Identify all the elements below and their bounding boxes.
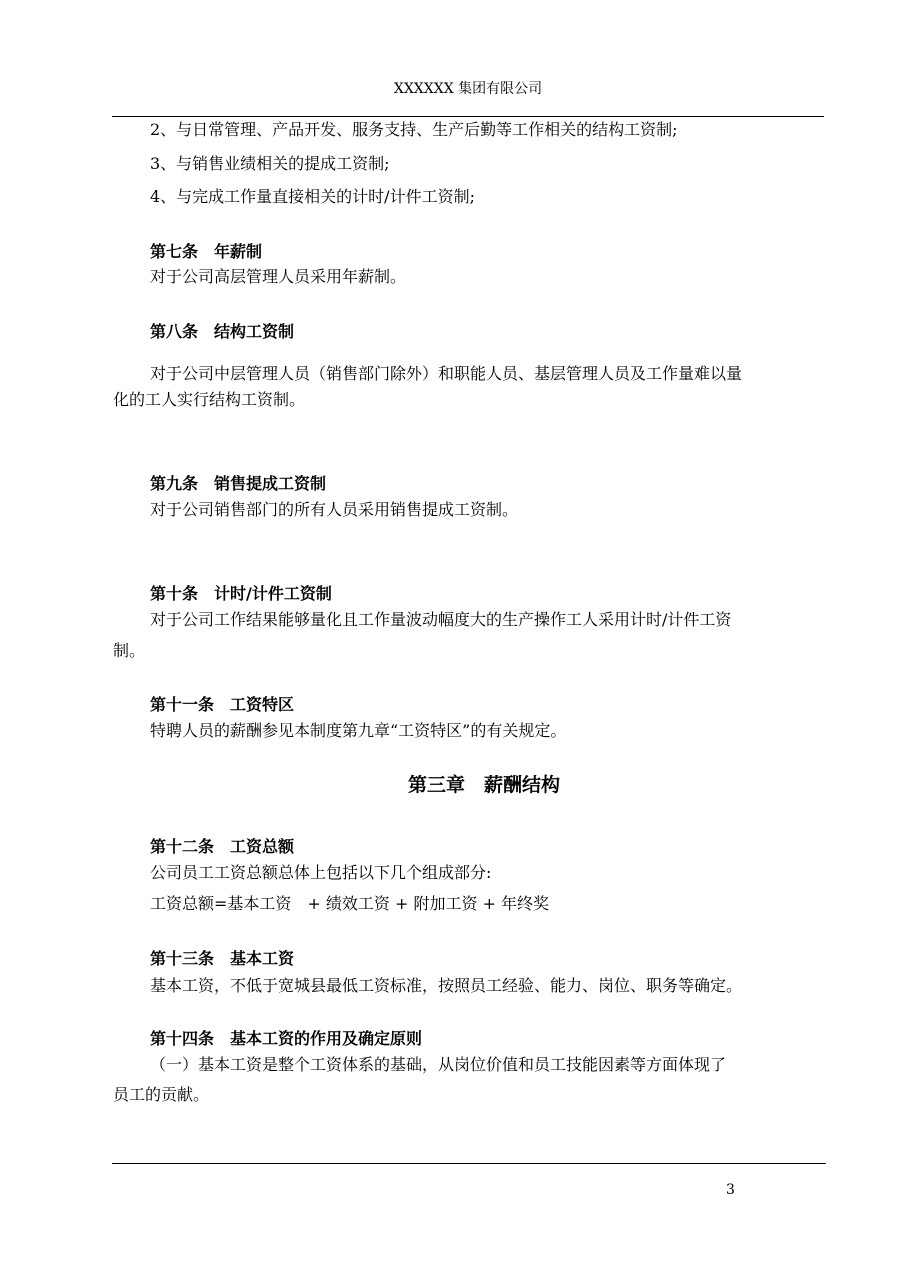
article-8-title: 结构工资制 <box>214 322 295 341</box>
article-13-body: 基本工资，不低于宽城县最低工资标准，按照员工经验、能力、岗位、职务等确定。 <box>150 976 743 995</box>
article-12-title: 工资总额 <box>230 837 295 856</box>
article-7-heading <box>150 241 262 263</box>
header-rule <box>112 116 824 117</box>
article-13-number: 第十三条 <box>150 949 215 968</box>
article-14-number: 第十四条 <box>150 1029 215 1048</box>
article-13-title: 基本工资 <box>230 949 295 968</box>
article-11-heading <box>150 694 294 716</box>
article-8-body-line-1: 对于公司中层管理人员（销售部门除外）和职能人员、基层管理人员及工作量难以量 <box>150 364 743 383</box>
chapter-3-title: 第三章 薪酬结构 <box>407 774 560 796</box>
article-9-heading <box>150 473 326 495</box>
article-11-title: 工资特区 <box>230 695 295 714</box>
article-12-heading <box>150 836 294 858</box>
article-12-number: 第十二条 <box>150 837 215 856</box>
page-header-company: XXXXXX 集团有限公司 <box>393 81 543 97</box>
article-11-body: 特聘人员的薪酬参见本制度第九章“工资特区”的有关规定。 <box>150 721 567 740</box>
article-12-formula: 工资总额=基本工资 + 绩效工资 + 附加工资 + 年终奖 <box>150 894 550 913</box>
article-10-number: 第十条 <box>150 584 199 603</box>
footer-rule <box>112 1163 826 1164</box>
article-10-title: 计时/计件工资制 <box>214 584 332 603</box>
article-14-title: 基本工资的作用及确定原则 <box>230 1029 423 1048</box>
article-14-body-line-1: （一）基本工资是整个工资体系的基础，从岗位价值和员工技能因素等方面体现了 <box>150 1055 727 1074</box>
article-7-title: 年薪制 <box>214 242 263 261</box>
list-item-4: 4、与完成工作量直接相关的计时/计件工资制; <box>150 187 475 206</box>
article-14-body-line-2: 员工的贡献。 <box>113 1085 210 1104</box>
article-13-heading <box>150 948 294 970</box>
article-8-body-line-2: 化的工人实行结构工资制。 <box>113 390 306 409</box>
article-8-heading <box>150 321 294 343</box>
article-14-heading <box>150 1028 422 1050</box>
page-number: 3 <box>726 1182 735 1198</box>
article-8-number: 第八条 <box>150 322 199 341</box>
list-item-3: 3、与销售业绩相关的提成工资制; <box>150 154 390 173</box>
article-7-number: 第七条 <box>150 242 199 261</box>
article-12-body-line-1: 公司员工工资总额总体上包括以下几个组成部分: <box>150 863 492 882</box>
article-7-body: 对于公司高层管理人员采用年薪制。 <box>150 267 407 286</box>
article-11-number: 第十一条 <box>150 695 215 714</box>
article-10-body-line-1: 对于公司工作结果能够量化且工作量波动幅度大的生产操作工人采用计时/计件工资 <box>150 610 732 629</box>
article-9-number: 第九条 <box>150 474 199 493</box>
article-9-title: 销售提成工资制 <box>214 474 327 493</box>
article-10-body-line-2: 制。 <box>113 641 146 660</box>
article-9-body: 对于公司销售部门的所有人员采用销售提成工资制。 <box>150 500 519 519</box>
list-item-2: 2、与日常管理、产品开发、服务支持、生产后勤等工作相关的结构工资制; <box>150 120 678 139</box>
article-10-heading <box>150 583 332 605</box>
